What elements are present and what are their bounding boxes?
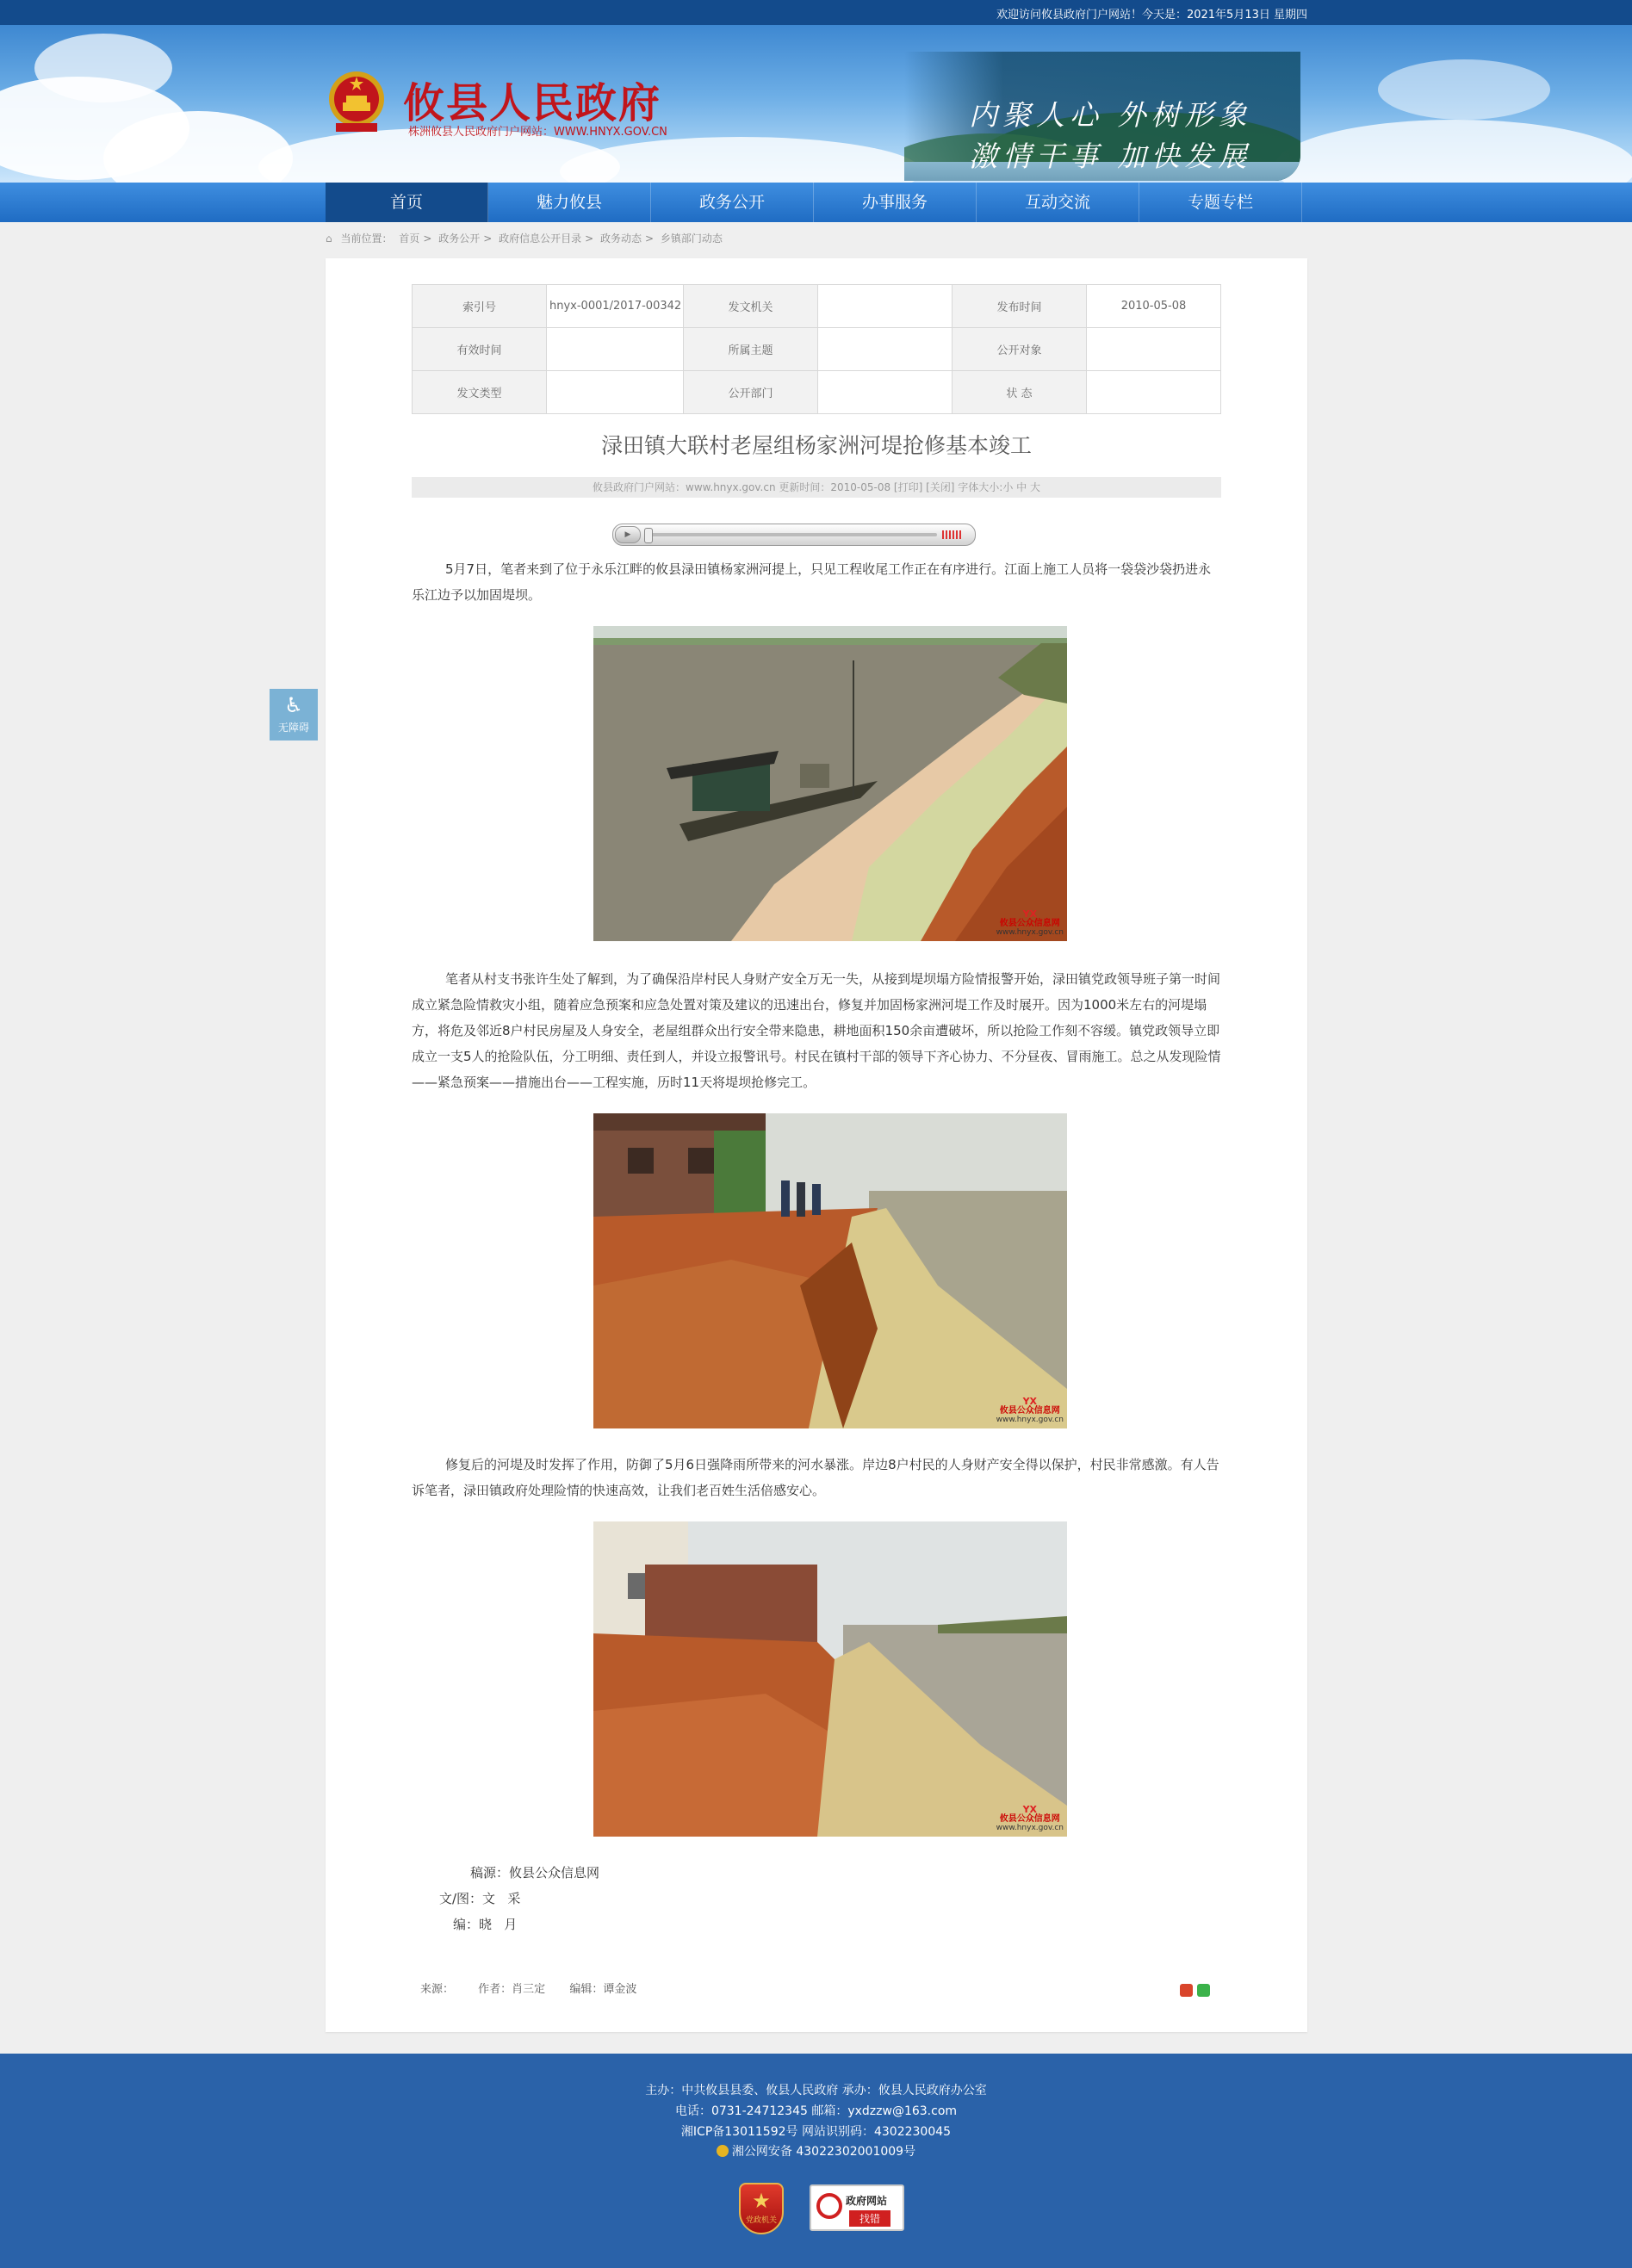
header-banner	[0, 25, 1632, 183]
accessibility-label: 无障碍	[277, 722, 309, 734]
meta-label: 发布时间	[953, 285, 1087, 328]
breadcrumb-catalog[interactable]: 政府信息公开目录	[499, 232, 582, 245]
national-emblem-icon	[327, 70, 386, 133]
article-info-bar: 攸县政府门户网站：www.hnyx.gov.cn 更新时间：2010-05-08 [打印] [关闭] 字体大小:小 中 大	[412, 477, 1221, 498]
nav-item-charm[interactable]: 魅力攸县	[488, 183, 651, 222]
credit-editor: 编：晓 月	[453, 1917, 518, 1932]
breadcrumb-news[interactable]: 政务动态	[600, 232, 642, 245]
article-paragraph-2: 笔者从村支书张许生处了解到，为了确保沿岸村民人身财产安全万无一失，从接到堤坝塌方险情报警开始，渌田镇党政领导班子第一时间成立紧急险情救灾小组，随着应急预案和应急处置对策及建议的迅速出台，修复并加固杨家洲河堤工作及时展开。因为1000米左右的河堤塌方，将危及邻近8户村民房屋及人身安全，老屋组群众出行安全带来隐患，耕地面积150余亩遭破坏，所以抢险工作刻不容缓。镇党政领导立即成立一支5人的抢险队伍，分工明细、责任到人，并设立报警讯号。村民在镇村干部的领导下齐心协力、不分昼夜、冒雨施工。总之从发现险情——紧急预案——措施出台——工程实施，历时11天将堤坝抢修完工。	[412, 971, 1221, 1090]
breadcrumb-town-news[interactable]: 乡镇部门动态	[660, 232, 723, 245]
article-paragraph-1: 5月7日，笔者来到了位于永乐江畔的攸县渌田镇杨家洲河提上，只见工程收尾工作正在有序进行。江面上施工人员将一袋袋沙袋扔进永乐江边予以加固堤坝。	[412, 561, 1212, 603]
meta-label: 公开部门	[684, 371, 818, 414]
article-footer-meta	[420, 1980, 657, 1996]
footer-host: 主办：中共攸县县委、攸县人民政府 承办：攸县人民政府办公室	[645, 2084, 987, 2098]
meta-issuer-value	[818, 285, 953, 328]
main-nav	[0, 183, 1632, 222]
slogan-panel	[904, 52, 1300, 181]
meta-label: 发文机关	[684, 285, 818, 328]
star-icon: ★	[752, 2189, 771, 2213]
nav-item-gov-affairs[interactable]: 政务公开	[651, 183, 814, 222]
footer-contact: 电话：0731-24712345 邮箱：yxdzzw@163.com	[674, 2104, 958, 2118]
footer-author: 作者：肖三定	[478, 1983, 546, 1996]
article-paragraph-3: 修复后的河堤及时发挥了作用，防御了5月6日强降雨所带来的河水暴涨。岸边8户村民的人身财产安全得以保护，村民非常感激。有人告诉笔者，渌田镇政府处理险情的快速高效，让我们老百姓生活倍感安心。	[412, 1457, 1219, 1498]
article-photo-2	[593, 1113, 1067, 1428]
site-footer	[0, 2054, 1632, 2268]
meta-label: 状 态	[953, 371, 1087, 414]
wheelchair-icon: ♿	[284, 693, 303, 717]
meta-label: 索引号	[413, 285, 547, 328]
nav-item-home[interactable]: 首页	[326, 183, 488, 222]
document-meta-table	[412, 284, 1221, 414]
meta-validity-value	[547, 328, 684, 371]
meta-topic-value	[818, 328, 953, 371]
weibo-share-icon[interactable]	[1180, 1984, 1193, 1997]
photo-watermark: YX 攸县公众信息网 www.hnyx.gov.cn	[996, 908, 1064, 937]
article-photo-3	[593, 1521, 1067, 1837]
breadcrumb: ⌂ 当前位置： 首页 > 政务公开 > 政府信息公开目录 > 政务动态 > 乡镇部门动态	[326, 232, 723, 245]
meta-label: 公开对象	[953, 328, 1087, 371]
breadcrumb-gov-affairs[interactable]: 政务公开	[438, 232, 481, 245]
home-icon: ⌂	[326, 232, 332, 245]
nav-item-services[interactable]: 办事服务	[814, 183, 977, 222]
magnifier-icon	[816, 2193, 842, 2219]
audio-player	[612, 524, 976, 546]
photo-watermark: YX 攸县公众信息网 www.hnyx.gov.cn	[996, 1804, 1064, 1832]
credit-author: 文/图：文 采	[439, 1891, 521, 1906]
play-icon[interactable]: ▶	[615, 526, 641, 543]
volume-icon[interactable]	[942, 530, 961, 539]
nav-item-topics[interactable]: 专题专栏	[1139, 183, 1302, 222]
meta-label: 发文类型	[413, 371, 547, 414]
welcome-text: 欢迎访问攸县政府门户网站！今天是：2021年5月13日 星期四	[996, 9, 1307, 22]
breadcrumb-label: 当前位置：	[340, 232, 393, 245]
meta-index-value: hnyx-0001/2017-00342	[547, 285, 684, 328]
top-bar	[0, 0, 1632, 25]
audio-progress-track[interactable]	[644, 533, 937, 536]
meta-label: 所属主题	[684, 328, 818, 371]
meta-dept-value	[818, 371, 953, 414]
meta-status-value	[1087, 371, 1221, 414]
article-title: 渌田镇大联村老屋组杨家洲河堤抢修基本竣工	[600, 433, 1032, 458]
article-photo-1	[593, 626, 1067, 941]
police-badge-icon	[717, 2145, 729, 2157]
article-panel	[326, 258, 1307, 2032]
party-government-badge[interactable]: ★ 党政机关	[739, 2183, 784, 2234]
site-subtitle: 株洲攸县人民政府门户网站：WWW.HNYX.GOV.CN	[408, 126, 667, 139]
footer-police-record[interactable]: 湘公网安备 43022302001009号	[0, 2142, 1632, 2160]
meta-audience-value	[1087, 328, 1221, 371]
meta-label: 有效时间	[413, 328, 547, 371]
nav-item-interaction[interactable]: 互动交流	[977, 183, 1139, 222]
footer-icp[interactable]: 湘ICP备13011592号 网站识别码：4302230045	[680, 2125, 952, 2139]
slogan-line-2: 激情干事 加快发展	[969, 139, 1252, 173]
wechat-share-icon[interactable]	[1197, 1984, 1210, 1997]
site-title[interactable]: 攸县人民政府	[403, 79, 662, 127]
credit-source: 稿源：攸县公众信息网	[470, 1865, 600, 1881]
report-error-badge[interactable]: 政府网站 找错	[810, 2184, 904, 2231]
audio-progress-handle[interactable]	[644, 528, 653, 543]
photo-watermark: YX 攸县公众信息网 www.hnyx.gov.cn	[996, 1396, 1064, 1424]
breadcrumb-home[interactable]: 首页	[399, 232, 420, 245]
meta-pubdate-value: 2010-05-08	[1087, 285, 1221, 328]
slogan-line-1: 内聚人心 外树形象	[969, 98, 1252, 132]
footer-source: 来源：	[420, 1983, 455, 1996]
meta-doctype-value	[547, 371, 684, 414]
footer-editor: 编辑：谭金波	[569, 1983, 637, 1996]
accessibility-button[interactable]	[270, 689, 318, 741]
